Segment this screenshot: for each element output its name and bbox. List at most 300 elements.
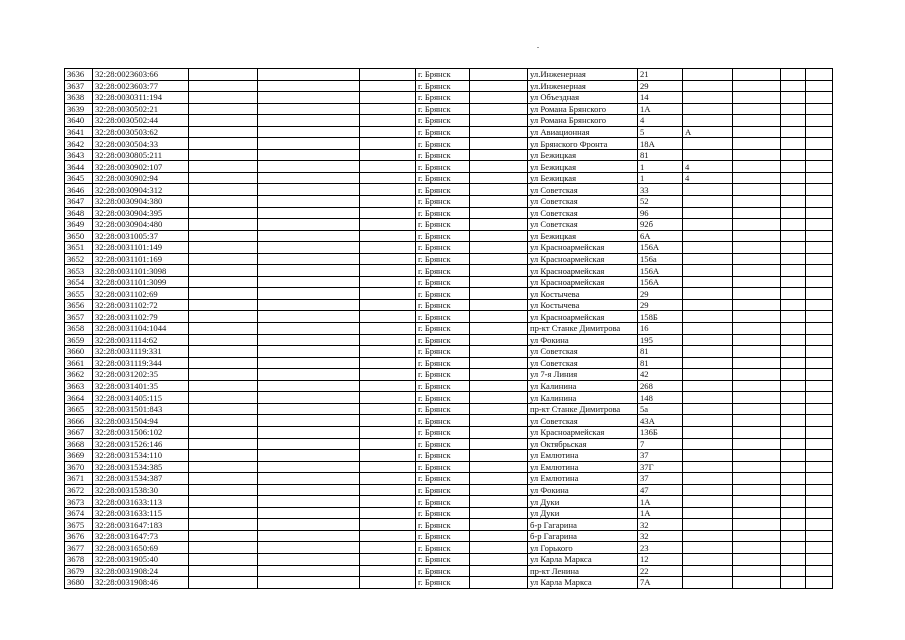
row-number-cell: 3657: [65, 311, 93, 323]
cadastral-number-cell: 32:28:0030902:107: [93, 161, 189, 173]
empty-cell: [781, 92, 806, 104]
building-cell: [683, 265, 733, 277]
table-row: [65, 450, 833, 462]
empty-cell: [806, 288, 833, 300]
row-number-cell: 3647: [65, 196, 93, 208]
empty-cell: [781, 496, 806, 508]
empty-cell: [189, 426, 258, 438]
building-cell: [683, 565, 733, 577]
empty-cell: [781, 184, 806, 196]
empty-cell: [470, 207, 528, 219]
table-body: [65, 69, 833, 589]
cadastral-number-cell: 32:28:0030904:480: [93, 219, 189, 231]
empty-cell: [258, 242, 360, 254]
row-number-cell: 3643: [65, 149, 93, 161]
house-number-cell: 4: [638, 115, 683, 127]
empty-cell: [733, 219, 781, 231]
empty-cell: [470, 299, 528, 311]
empty-cell: [806, 69, 833, 81]
empty-cell: [189, 323, 258, 335]
table-row: [65, 473, 833, 485]
building-cell: [683, 426, 733, 438]
empty-cell: [806, 496, 833, 508]
house-number-cell: 52: [638, 196, 683, 208]
empty-cell: [806, 149, 833, 161]
table-row: [65, 276, 833, 288]
empty-cell: [470, 392, 528, 404]
cadastral-number-cell: 32:28:0031405:115: [93, 392, 189, 404]
street-cell: ул Советская: [528, 184, 638, 196]
empty-cell: [733, 103, 781, 115]
house-number-cell: 158Б: [638, 311, 683, 323]
row-number-cell: 3676: [65, 530, 93, 542]
street-cell: ул Бежицкая: [528, 149, 638, 161]
empty-cell: [806, 565, 833, 577]
street-cell: ул Бежицкая: [528, 161, 638, 173]
house-number-cell: 1А: [638, 103, 683, 115]
building-cell: [683, 115, 733, 127]
empty-cell: [733, 92, 781, 104]
empty-cell: [189, 357, 258, 369]
empty-cell: [470, 115, 528, 127]
empty-cell: [258, 149, 360, 161]
empty-cell: [360, 196, 416, 208]
building-cell: [683, 438, 733, 450]
cadastral-number-cell: 32:28:0031534:387: [93, 473, 189, 485]
house-number-cell: 6А: [638, 230, 683, 242]
cadastral-number-cell: 32:28:0030904:395: [93, 207, 189, 219]
empty-cell: [189, 265, 258, 277]
empty-cell: [806, 334, 833, 346]
table-row: [65, 553, 833, 565]
empty-cell: [360, 138, 416, 150]
empty-cell: [806, 299, 833, 311]
empty-cell: [189, 334, 258, 346]
row-number-cell: 3638: [65, 92, 93, 104]
empty-cell: [806, 242, 833, 254]
empty-cell: [360, 172, 416, 184]
row-number-cell: 3673: [65, 496, 93, 508]
street-cell: ул Красноармейская: [528, 311, 638, 323]
city-cell: г. Брянск: [416, 242, 470, 254]
cadastral-number-cell: 32:28:0031401:35: [93, 380, 189, 392]
empty-cell: [806, 519, 833, 531]
house-number-cell: 1: [638, 161, 683, 173]
empty-cell: [360, 484, 416, 496]
building-cell: [683, 230, 733, 242]
cadastral-number-cell: 32:28:0031526:146: [93, 438, 189, 450]
empty-cell: [470, 138, 528, 150]
empty-cell: [189, 299, 258, 311]
row-number-cell: 3640: [65, 115, 93, 127]
street-cell: ул Романа Брянского: [528, 103, 638, 115]
empty-cell: [470, 380, 528, 392]
empty-cell: [806, 265, 833, 277]
empty-cell: [733, 80, 781, 92]
empty-cell: [189, 392, 258, 404]
table-row: [65, 69, 833, 81]
empty-cell: [781, 357, 806, 369]
house-number-cell: 156А: [638, 242, 683, 254]
empty-cell: [733, 334, 781, 346]
empty-cell: [733, 507, 781, 519]
empty-cell: [470, 530, 528, 542]
building-cell: [683, 69, 733, 81]
empty-cell: [781, 138, 806, 150]
empty-cell: [781, 288, 806, 300]
empty-cell: [189, 519, 258, 531]
table-row: [65, 496, 833, 508]
empty-cell: [733, 553, 781, 565]
empty-cell: [470, 461, 528, 473]
street-cell: ул Бежицкая: [528, 230, 638, 242]
empty-cell: [258, 426, 360, 438]
street-cell: ул Красноармейская: [528, 276, 638, 288]
building-cell: [683, 519, 733, 531]
building-cell: 4: [683, 161, 733, 173]
empty-cell: [258, 380, 360, 392]
table-row: [65, 403, 833, 415]
empty-cell: [258, 288, 360, 300]
city-cell: г. Брянск: [416, 450, 470, 462]
empty-cell: [733, 369, 781, 381]
row-number-cell: 3649: [65, 219, 93, 231]
empty-cell: [189, 450, 258, 462]
empty-cell: [781, 577, 806, 589]
city-cell: г. Брянск: [416, 461, 470, 473]
empty-cell: [733, 253, 781, 265]
empty-cell: [360, 565, 416, 577]
row-number-cell: 3646: [65, 184, 93, 196]
empty-cell: [360, 334, 416, 346]
empty-cell: [189, 369, 258, 381]
empty-cell: [733, 323, 781, 335]
empty-cell: [360, 219, 416, 231]
empty-cell: [470, 577, 528, 589]
row-number-cell: 3665: [65, 403, 93, 415]
empty-cell: [258, 334, 360, 346]
empty-cell: [806, 92, 833, 104]
empty-cell: [258, 115, 360, 127]
house-number-cell: 5а: [638, 403, 683, 415]
empty-cell: [806, 438, 833, 450]
empty-cell: [189, 253, 258, 265]
empty-cell: [360, 542, 416, 554]
empty-cell: [806, 276, 833, 288]
empty-cell: [733, 450, 781, 462]
street-cell: ул Горького: [528, 542, 638, 554]
empty-cell: [733, 161, 781, 173]
table-row: [65, 172, 833, 184]
house-number-cell: 268: [638, 380, 683, 392]
empty-cell: [470, 265, 528, 277]
table-row: [65, 426, 833, 438]
empty-cell: [470, 542, 528, 554]
empty-cell: [781, 80, 806, 92]
building-cell: [683, 207, 733, 219]
building-cell: [683, 184, 733, 196]
city-cell: г. Брянск: [416, 380, 470, 392]
row-number-cell: 3669: [65, 450, 93, 462]
empty-cell: [189, 461, 258, 473]
empty-cell: [781, 323, 806, 335]
cadastral-number-cell: 32:28:0031102:79: [93, 311, 189, 323]
house-number-cell: 32: [638, 519, 683, 531]
row-number-cell: 3652: [65, 253, 93, 265]
empty-cell: [806, 484, 833, 496]
empty-cell: [360, 415, 416, 427]
row-number-cell: 3667: [65, 426, 93, 438]
row-number-cell: 3658: [65, 323, 93, 335]
row-number-cell: 3678: [65, 553, 93, 565]
cadastral-number-cell: 32:28:0031504:94: [93, 415, 189, 427]
empty-cell: [470, 357, 528, 369]
city-cell: г. Брянск: [416, 184, 470, 196]
empty-cell: [258, 219, 360, 231]
table-row: [65, 380, 833, 392]
empty-cell: [258, 196, 360, 208]
empty-cell: [258, 392, 360, 404]
table-row: [65, 219, 833, 231]
empty-cell: [189, 276, 258, 288]
street-cell: пр-кт Ленина: [528, 565, 638, 577]
house-number-cell: 1: [638, 172, 683, 184]
empty-cell: [781, 219, 806, 231]
empty-cell: [781, 126, 806, 138]
empty-cell: [470, 565, 528, 577]
empty-cell: [470, 230, 528, 242]
row-number-cell: 3660: [65, 346, 93, 358]
empty-cell: [733, 392, 781, 404]
empty-cell: [258, 161, 360, 173]
city-cell: г. Брянск: [416, 207, 470, 219]
empty-cell: [733, 288, 781, 300]
table-row: [65, 507, 833, 519]
empty-cell: [189, 172, 258, 184]
building-cell: [683, 149, 733, 161]
empty-cell: [733, 115, 781, 127]
city-cell: г. Брянск: [416, 253, 470, 265]
row-number-cell: 3666: [65, 415, 93, 427]
empty-cell: [360, 369, 416, 381]
cadastral-number-cell: 32:28:0031647:183: [93, 519, 189, 531]
empty-cell: [733, 311, 781, 323]
empty-cell: [781, 519, 806, 531]
building-cell: [683, 288, 733, 300]
empty-cell: [733, 126, 781, 138]
empty-cell: [258, 496, 360, 508]
empty-cell: [189, 473, 258, 485]
table-row: [65, 577, 833, 589]
empty-cell: [781, 207, 806, 219]
row-number-cell: 3680: [65, 577, 93, 589]
empty-cell: [806, 323, 833, 335]
cadastral-number-cell: 32:28:0031534:385: [93, 461, 189, 473]
empty-cell: [189, 311, 258, 323]
empty-cell: [781, 172, 806, 184]
empty-cell: [258, 323, 360, 335]
empty-cell: [189, 438, 258, 450]
cadastral-number-cell: 32:28:0030502:44: [93, 115, 189, 127]
empty-cell: [781, 473, 806, 485]
empty-cell: [806, 392, 833, 404]
row-number-cell: 3668: [65, 438, 93, 450]
empty-cell: [733, 149, 781, 161]
row-number-cell: 3672: [65, 484, 93, 496]
empty-cell: [360, 276, 416, 288]
empty-cell: [781, 334, 806, 346]
cadastral-number-cell: 32:28:0031104:1044: [93, 323, 189, 335]
table-row: [65, 242, 833, 254]
street-cell: ул Романа Брянского: [528, 115, 638, 127]
empty-cell: [470, 184, 528, 196]
city-cell: г. Брянск: [416, 323, 470, 335]
empty-cell: [806, 553, 833, 565]
empty-cell: [258, 450, 360, 462]
empty-cell: [806, 207, 833, 219]
empty-cell: [258, 369, 360, 381]
empty-cell: [189, 149, 258, 161]
empty-cell: [781, 311, 806, 323]
empty-cell: [781, 484, 806, 496]
empty-cell: [189, 496, 258, 508]
building-cell: [683, 484, 733, 496]
empty-cell: [258, 346, 360, 358]
empty-cell: [189, 565, 258, 577]
table-row: [65, 369, 833, 381]
city-cell: г. Брянск: [416, 219, 470, 231]
cadastral-number-cell: 32:28:0023603:77: [93, 80, 189, 92]
empty-cell: [733, 542, 781, 554]
empty-cell: [781, 565, 806, 577]
cadastral-number-cell: 32:28:0031102:72: [93, 299, 189, 311]
row-number-cell: 3637: [65, 80, 93, 92]
building-cell: [683, 542, 733, 554]
cadastral-number-cell: 32:28:0031538:30: [93, 484, 189, 496]
row-number-cell: 3655: [65, 288, 93, 300]
empty-cell: [806, 369, 833, 381]
empty-cell: [360, 380, 416, 392]
city-cell: г. Брянск: [416, 484, 470, 496]
empty-cell: [470, 507, 528, 519]
street-cell: ул Костычева: [528, 288, 638, 300]
empty-cell: [360, 438, 416, 450]
empty-cell: [733, 438, 781, 450]
building-cell: [683, 253, 733, 265]
empty-cell: [781, 530, 806, 542]
empty-cell: [470, 196, 528, 208]
empty-cell: [360, 242, 416, 254]
empty-cell: [806, 126, 833, 138]
empty-cell: [733, 276, 781, 288]
city-cell: г. Брянск: [416, 530, 470, 542]
street-cell: ул.Инженерная: [528, 69, 638, 81]
house-number-cell: 96: [638, 207, 683, 219]
row-number-cell: 3642: [65, 138, 93, 150]
empty-cell: [806, 450, 833, 462]
building-cell: 4: [683, 172, 733, 184]
table-row: [65, 392, 833, 404]
street-cell: ул Красноармейская: [528, 426, 638, 438]
street-cell: ул Дуки: [528, 507, 638, 519]
house-number-cell: 92б: [638, 219, 683, 231]
empty-cell: [360, 299, 416, 311]
city-cell: г. Брянск: [416, 577, 470, 589]
table-row: [65, 253, 833, 265]
empty-cell: [258, 461, 360, 473]
empty-cell: [470, 80, 528, 92]
empty-cell: [189, 530, 258, 542]
row-number-cell: 3653: [65, 265, 93, 277]
street-cell: ул Брянского Фронта: [528, 138, 638, 150]
cadastral-number-cell: 32:28:0031506:102: [93, 426, 189, 438]
empty-cell: [470, 553, 528, 565]
empty-cell: [781, 403, 806, 415]
empty-cell: [781, 299, 806, 311]
building-cell: [683, 403, 733, 415]
empty-cell: [470, 519, 528, 531]
empty-cell: [258, 207, 360, 219]
cadastral-number-cell: 32:28:0031905:40: [93, 553, 189, 565]
table-row: [65, 311, 833, 323]
empty-cell: [470, 92, 528, 104]
empty-cell: [806, 172, 833, 184]
empty-cell: [806, 426, 833, 438]
empty-cell: [806, 230, 833, 242]
table-row: [65, 184, 833, 196]
cadastral-number-cell: 32:28:0031101:169: [93, 253, 189, 265]
empty-cell: [189, 184, 258, 196]
empty-cell: [781, 553, 806, 565]
empty-cell: [806, 461, 833, 473]
empty-cell: [360, 392, 416, 404]
empty-cell: [189, 92, 258, 104]
building-cell: [683, 276, 733, 288]
empty-cell: [189, 161, 258, 173]
building-cell: [683, 323, 733, 335]
table-row: [65, 126, 833, 138]
cadastral-number-cell: 32:28:0031005:37: [93, 230, 189, 242]
empty-cell: [470, 149, 528, 161]
empty-cell: [258, 138, 360, 150]
row-number-cell: 3659: [65, 334, 93, 346]
row-number-cell: 3677: [65, 542, 93, 554]
empty-cell: [733, 265, 781, 277]
building-cell: [683, 103, 733, 115]
empty-cell: [470, 473, 528, 485]
row-number-cell: 3663: [65, 380, 93, 392]
empty-cell: [733, 230, 781, 242]
building-cell: [683, 196, 733, 208]
empty-cell: [360, 80, 416, 92]
building-cell: [683, 553, 733, 565]
street-cell: ул Советская: [528, 357, 638, 369]
street-cell: ул Красноармейская: [528, 242, 638, 254]
empty-cell: [781, 196, 806, 208]
cadastral-number-cell: 32:28:0031908:24: [93, 565, 189, 577]
table-row: [65, 161, 833, 173]
table-row: [65, 519, 833, 531]
building-cell: [683, 311, 733, 323]
empty-cell: [360, 450, 416, 462]
table-row: [65, 346, 833, 358]
empty-cell: [189, 380, 258, 392]
empty-cell: [360, 184, 416, 196]
city-cell: г. Брянск: [416, 426, 470, 438]
empty-cell: [360, 69, 416, 81]
empty-cell: [806, 115, 833, 127]
empty-cell: [733, 184, 781, 196]
